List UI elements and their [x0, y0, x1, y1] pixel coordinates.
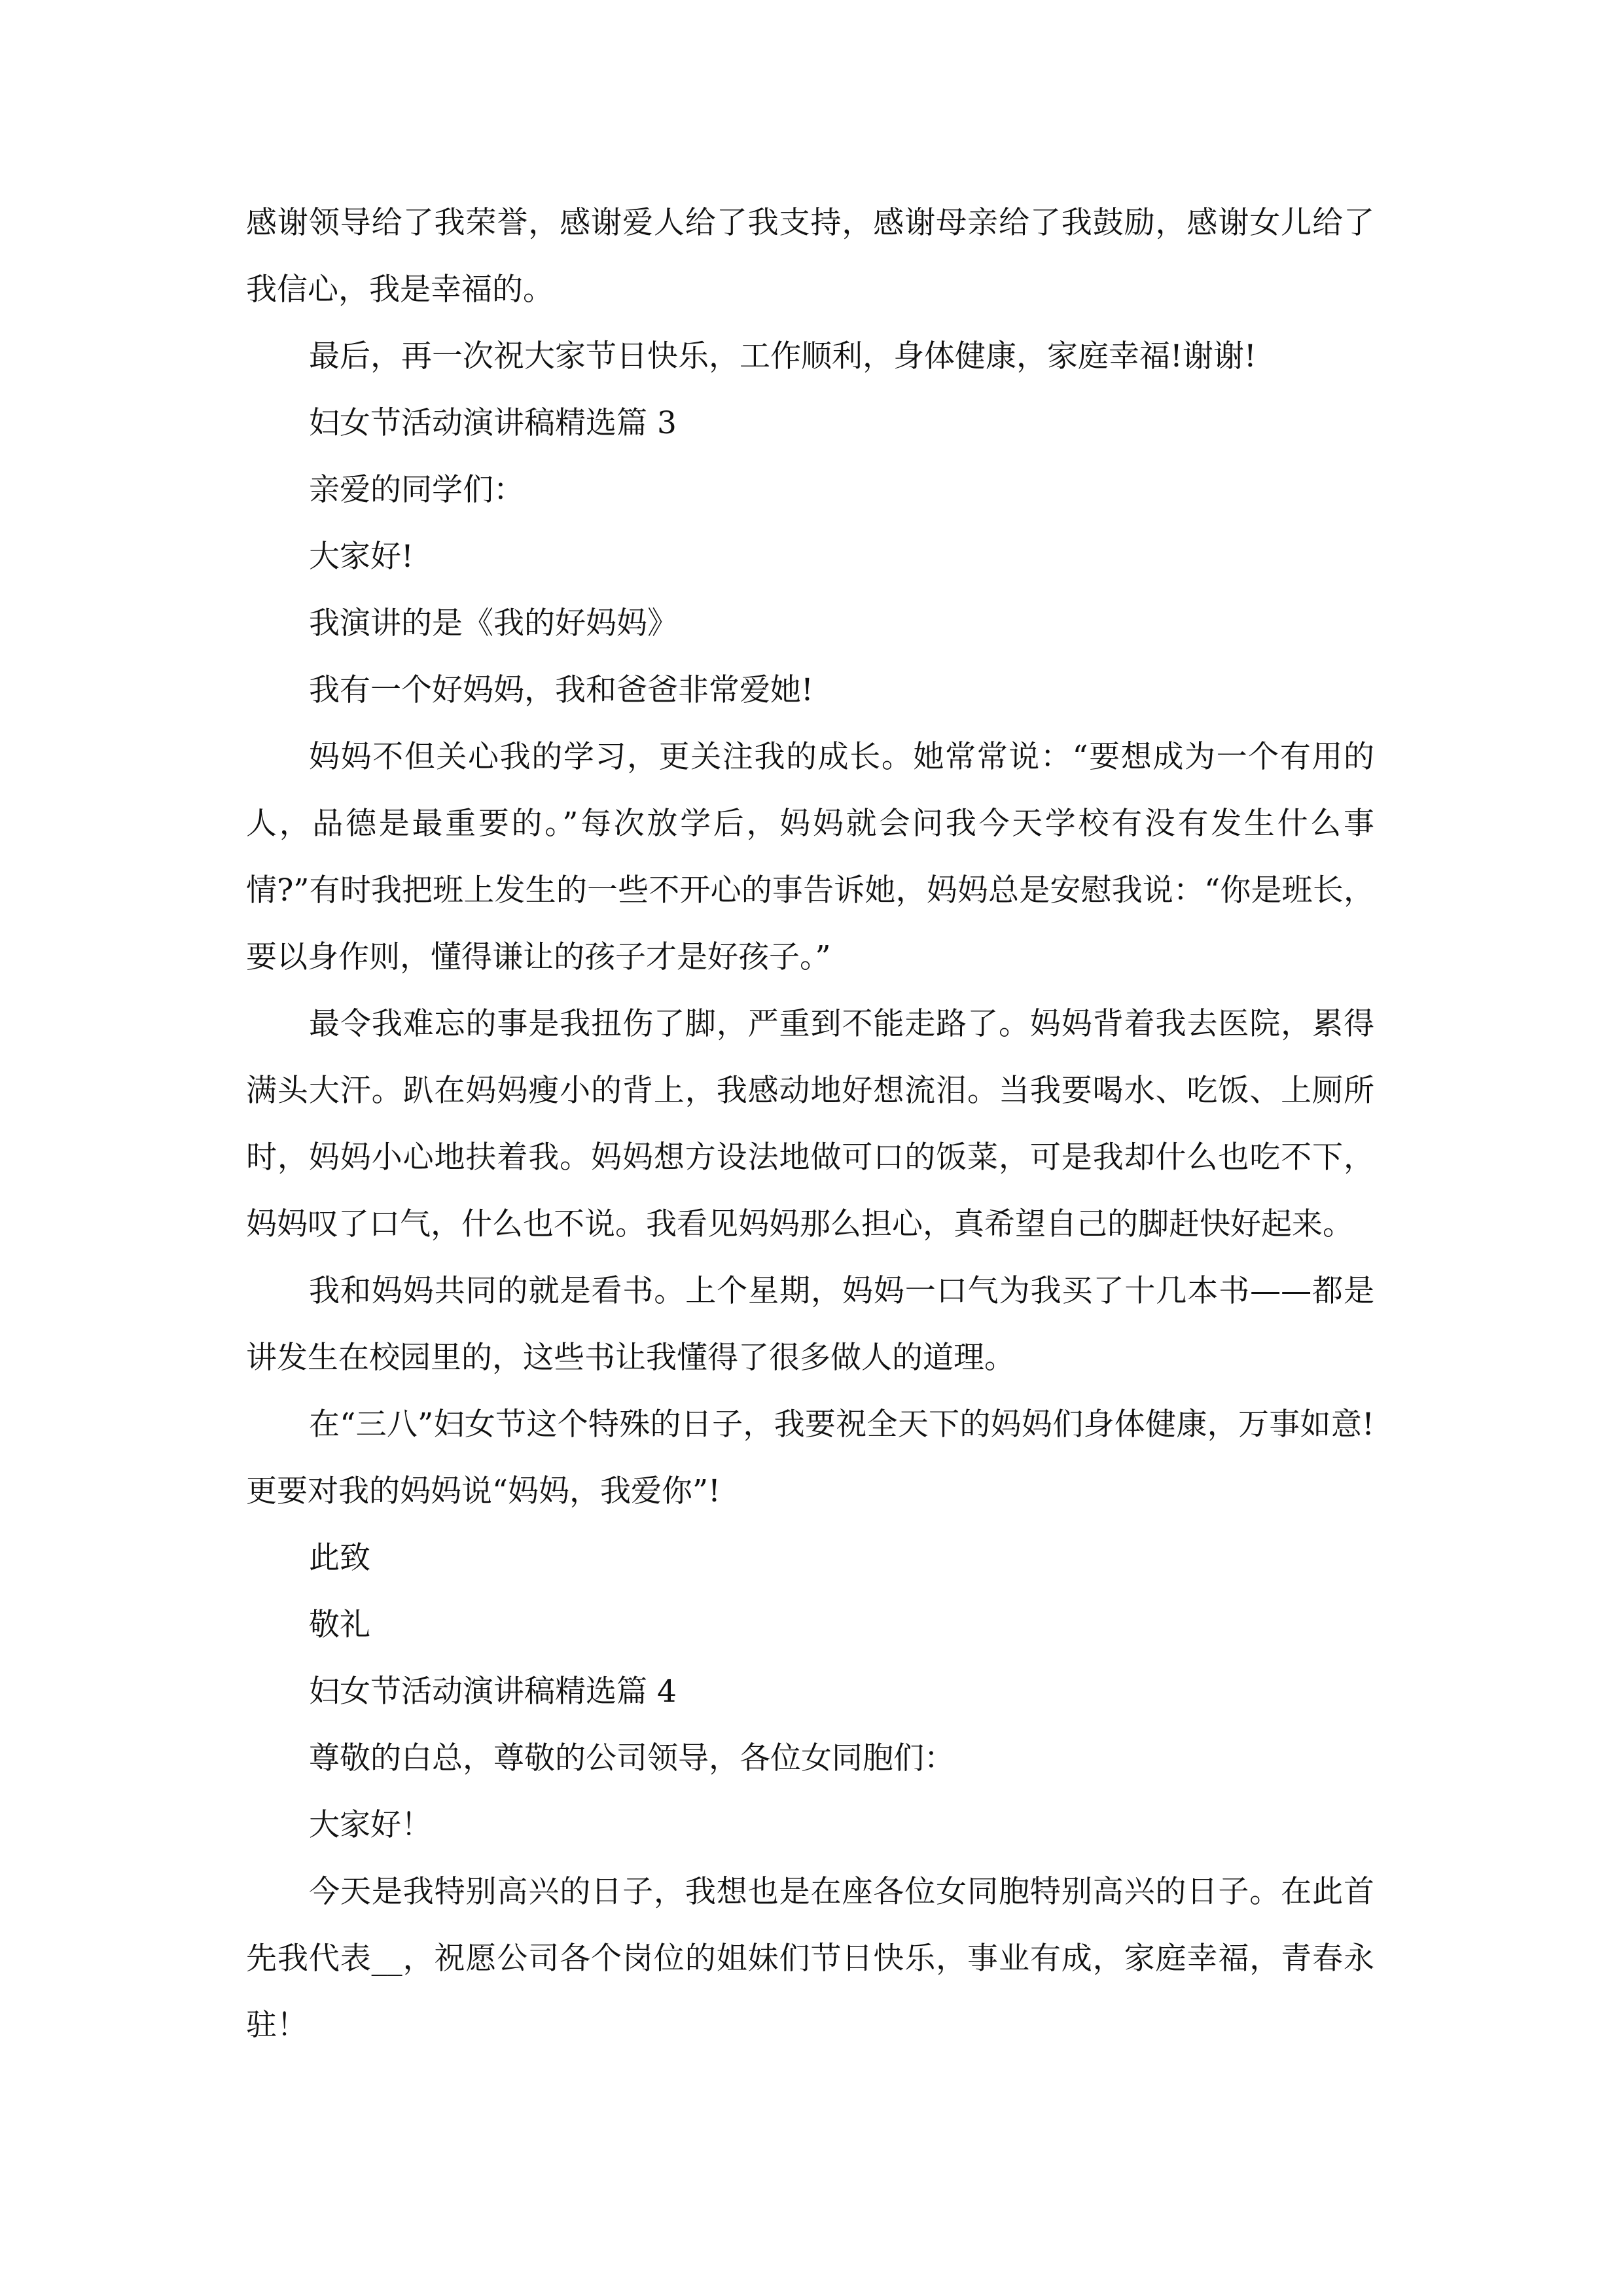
greeting: 大家好！ — [309, 1807, 432, 1843]
paragraph-good-mother: 我有一个好妈妈，我和爸爸非常爱她! — [309, 672, 813, 708]
greeting: 大家好! — [309, 539, 414, 575]
paragraph-injury-story: 最令我难忘的事是我扭伤了脚，严重到不能走路了。妈妈背着我去医院，累得满头大汗。趴在妈妈瘦小的背上，我感动地好想流泪。当我要喝水、吃饭、上厕所时，妈妈小心地扶着我。妈妈想方设法地做可口的饭菜，可是我却什么也吃不下，妈妈叹了口气，什么也不说。我看见妈妈那么担心，真希望自己的脚赶快好起来。 — [246, 1006, 1374, 1242]
paragraph-mother-cares: 妈妈不但关心我的学习，更关注我的成长。她常常说：“要想成为一个有用的人，品德是最重要的。”每次放学后，妈妈就会问我今天学校有没有发生什么事情?”有时我把班上发生的一些不开心的事告诉她，妈妈总是安慰我说：“你是班长，要以身作则，懂得谦让的孩子才是好孩子。” — [246, 739, 1374, 975]
closing-cizhi: 此致 — [309, 1540, 370, 1576]
paragraph-reading-together: 我和妈妈共同的就是看书。上个星期，妈妈一口气为我买了十几本书——都是讲发生在校园里的，这些书让我懂得了很多做人的道理。 — [246, 1273, 1374, 1376]
paragraph-holiday-wishes: 今天是我特别高兴的日子，我想也是在座各位女同胞特别高兴的日子。在此首先我代表__，祝愿公司各个岗位的姐妹们节日快乐，事业有成，家庭幸福，青春永驻！ — [246, 1874, 1374, 2043]
salutation: 尊敬的白总，尊敬的公司领导，各位女同胞们： — [309, 1740, 955, 1776]
salutation: 亲爱的同学们： — [309, 472, 524, 508]
speech-topic: 我演讲的是《我的好妈妈》 — [309, 605, 678, 641]
paragraph-womens-day-wishes: 在“三八”妇女节这个特殊的日子，我要祝全天下的妈妈们身体健康，万事如意!更要对我的妈妈说“妈妈，我爱你”! — [246, 1407, 1374, 1509]
section-heading-3: 妇女节活动演讲稿精选篇 3 — [309, 405, 677, 441]
paragraph-closing-wishes: 最后，再一次祝大家节日快乐，工作顺利，身体健康，家庭幸福!谢谢! — [309, 338, 1257, 374]
closing-jingli: 敬礼 — [309, 1607, 370, 1643]
document-page — [246, 190, 1374, 2059]
section-heading-4: 妇女节活动演讲稿精选篇 4 — [309, 1674, 677, 1710]
paragraph-continuation: 感谢领导给了我荣誉，感谢爱人给了我支持，感谢母亲给了我鼓励，感谢女儿给了我信心，我是幸福的。 — [246, 205, 1374, 308]
